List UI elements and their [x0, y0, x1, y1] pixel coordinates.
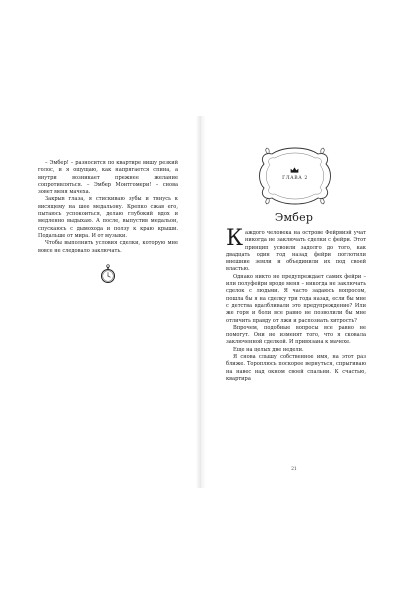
left-page: [20, 116, 196, 488]
first-paragraph-text: аждого человека на острове Фейрвиэй учат никогда не заключать сделки с фейри. Этот принцип усвоили задолго до того, как двадцать один год назад фейри поглотили внешние земли и объединили их под своей властью.: [226, 230, 366, 273]
right-page-text: [226, 226, 366, 383]
paragraph: Еще на целых две недели.: [233, 346, 304, 353]
paragraph: Закрыв глаза, я стискиваю зубы и тянусь к висящему на шее медальону. Крепко сжав его, пытаюсь успокоиться, делаю глубокий вдох и медленно выдыхаю. А после, выпустив медальон, спускаюсь с дымохода и ползу к краю крыши. Подальше от мира. И от музыки.: [38, 196, 178, 239]
paragraph: Чтобы выполнить условия сделки, которую мне вовсе не следовало заключать.: [38, 240, 178, 254]
drop-cap: К: [226, 226, 244, 251]
chapter-title: Эмбер: [274, 211, 314, 224]
right-page: [206, 116, 382, 488]
first-paragraph: [226, 226, 366, 274]
paragraph: Впрочем, подобные вопросы все равно не помогут. Они не изменят того, что я сковала заключенной сделкой. И привязана к мачехе.: [226, 324, 366, 346]
paragraph: Однако никто не предупреждает самих фейри – или полуфейри вроде меня – никогда не заключать сделок с людьми. Я часто задаюсь вопросом, пошла бы я на сделку три года назад, если бы мне с детства вдалбливали это предупреждение? Или же горя и боли все равно не позволили бы мне отличить правду от лжи и распознать хитрость?: [226, 273, 366, 324]
pocket-watch-icon: [100, 264, 116, 284]
book-spread: [20, 116, 382, 488]
page-number: 21: [291, 467, 297, 472]
book-gutter: [196, 116, 206, 488]
paragraph: – Эмбер! – разносится по квартире вишу резкий голос, и я ощущаю, как напрягается спина, а внутри возникает прежнее желание сопротивляться. – Эмбер Монтгомери! – снова зовет меня мачеха.: [38, 160, 178, 196]
left-page-text: [38, 160, 178, 255]
chapter-label: ГЛАВА 2: [282, 176, 308, 181]
paragraph: Я снова слышу собственное имя, на этот раз ближе. Тороплюсь поскорее вернуться, спрыгиваю на навес над окном своей спальни. К счастью, квартира: [226, 354, 366, 382]
crown-icon: [290, 167, 299, 173]
